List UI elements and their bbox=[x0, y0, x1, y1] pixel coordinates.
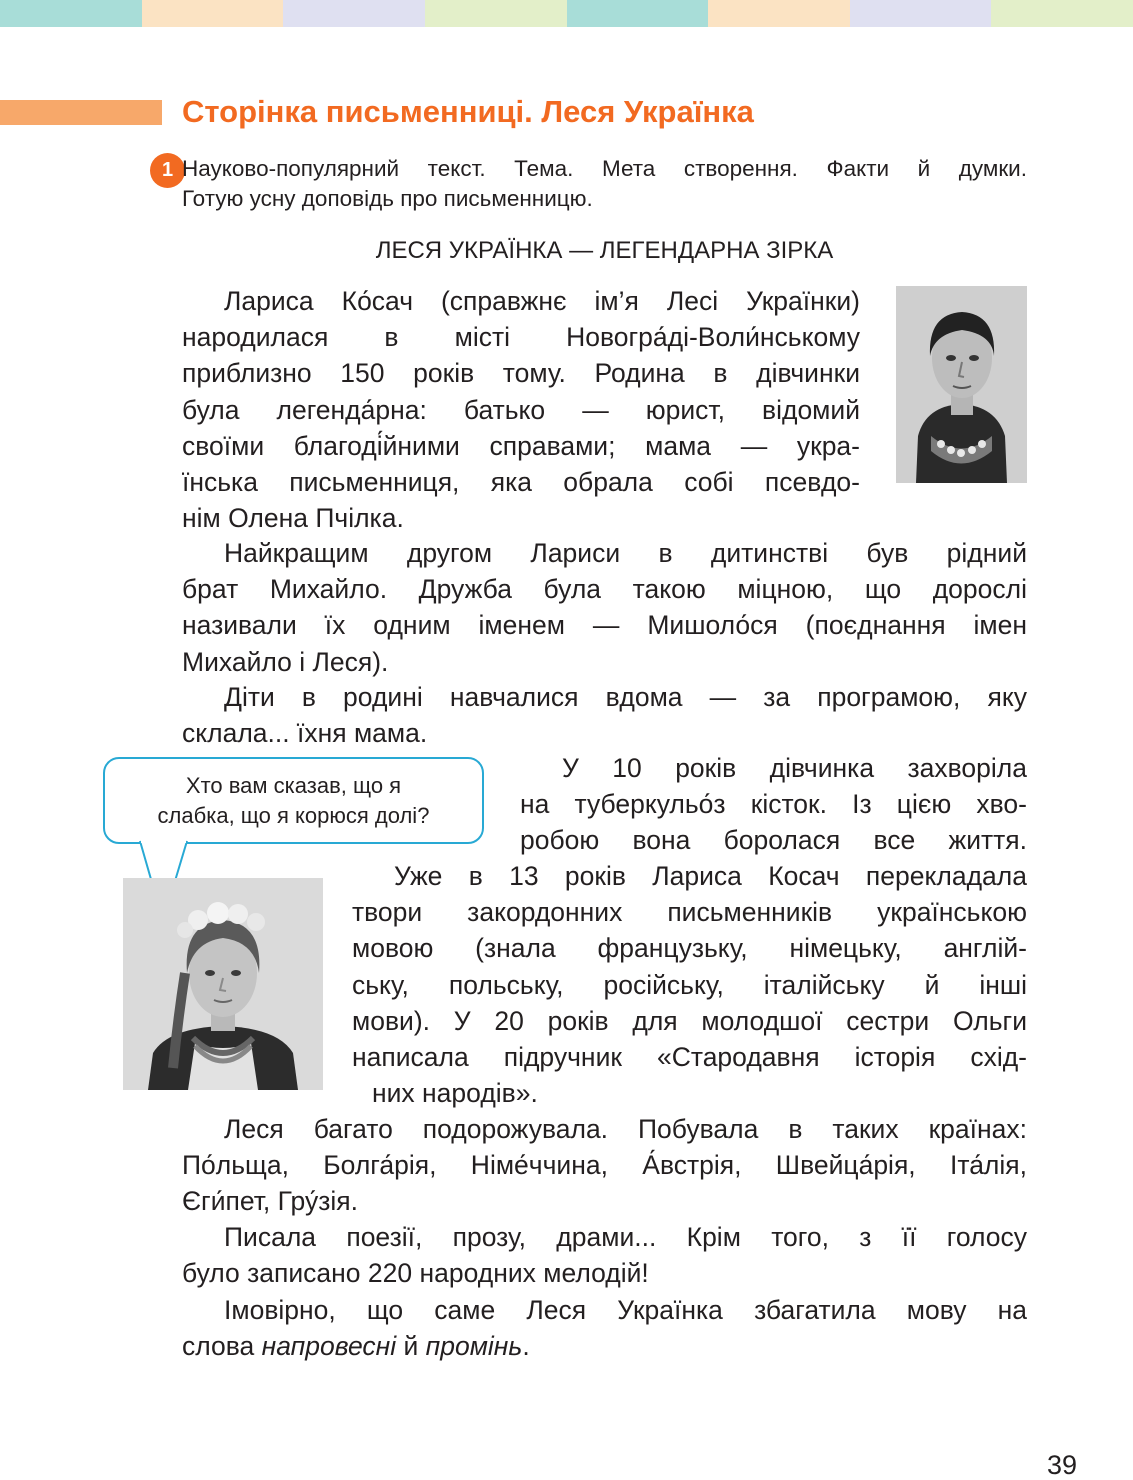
italic-word: напровесні bbox=[261, 1331, 397, 1362]
text-fragment: . bbox=[522, 1331, 530, 1362]
text-line: По́льща, Болга́рія, Німе́ччина, А́встрія, Швейца́рія, Іта́лія, bbox=[182, 1150, 1027, 1181]
paragraph-8 bbox=[182, 1292, 1027, 1364]
text-line: написала підручник «Стародавня історія схід- bbox=[352, 1042, 1027, 1073]
bubble-line: слабка, що я корюся долі? bbox=[157, 803, 430, 828]
stripe bbox=[283, 0, 425, 27]
paragraph-7 bbox=[182, 1219, 1027, 1291]
text-line: Лариса Ко́сач (справжнє ім’я Лесі Українки) bbox=[224, 286, 860, 316]
stripe bbox=[425, 0, 567, 27]
paragraph-5 bbox=[352, 858, 1027, 1111]
top-color-stripes bbox=[0, 0, 1133, 27]
paragraph-1 bbox=[182, 283, 860, 536]
text-line: Єги́пет, Гру́зія. bbox=[182, 1186, 358, 1217]
quote-speech-bubble bbox=[103, 757, 484, 844]
girl-photo bbox=[123, 878, 323, 1090]
bubble-line: Хто вам сказав, що я bbox=[185, 773, 402, 798]
page-title: Сторінка письменниці. Леся Українка bbox=[182, 94, 754, 129]
text-line: їнська письменниця, яка обрала собі псевдо- bbox=[182, 467, 860, 498]
text-line: ську, польську, російську, італійську й інші bbox=[352, 969, 1027, 1000]
italic-word: промінь bbox=[425, 1331, 523, 1362]
paragraph-2 bbox=[182, 535, 1027, 680]
text-line: Найкращим другом Лариси в дитинстві був рідний bbox=[224, 538, 1027, 568]
portrait-photo bbox=[896, 286, 1027, 483]
text-line: приблизно 150 років тому. Родина в дівчинки bbox=[182, 358, 860, 389]
text-line: Імовірно, що саме Леся Українка збагатила мову на bbox=[224, 1295, 1027, 1325]
text-line: Михайло і Леся). bbox=[182, 646, 389, 677]
text-fragment: слова bbox=[182, 1331, 262, 1362]
text-line: склала... їхня мама. bbox=[182, 718, 428, 749]
title-accent-bar bbox=[0, 100, 162, 125]
text-line: робою вона боролася все життя. bbox=[520, 825, 1027, 856]
text-fragment: й bbox=[396, 1331, 426, 1362]
text-line: Писала поезії, прозу, драми... Крім того, з її голосу bbox=[224, 1222, 1027, 1252]
text-line: Діти в родині навчалися вдома — за програмою, яку bbox=[224, 682, 1027, 712]
task-line: Готую усну доповідь про письменницю. bbox=[182, 186, 593, 211]
text-line: було записано 220 народних мелодій! bbox=[182, 1258, 649, 1289]
text-heading: ЛЕСЯ УКРАЇНКА — ЛЕГЕНДАРНА ЗІРКА bbox=[375, 237, 834, 264]
stripe bbox=[850, 0, 992, 27]
text-line: Уже в 13 років Лариса Косач перекладала bbox=[394, 861, 1027, 891]
paragraph-4 bbox=[520, 750, 1027, 859]
text-line: своїми благоді́йними справами; мама — укра- bbox=[182, 430, 860, 461]
text-line: них народів». bbox=[372, 1078, 538, 1109]
stripe bbox=[991, 0, 1133, 27]
text-line bbox=[182, 1328, 1027, 1364]
task-number-badge: 1 bbox=[150, 153, 185, 188]
text-line: називали їх одним іменем — Мишоло́ся (поєднання імен bbox=[182, 610, 1027, 641]
text-line: твори закордонних письменників українською bbox=[352, 897, 1027, 928]
task-instruction bbox=[182, 154, 1027, 214]
text-line: У 10 років дівчинка захворіла bbox=[562, 753, 1027, 783]
text-line: народилася в місті Новогра́ді-Воли́нському bbox=[182, 322, 860, 353]
text-line: на туберкульо́з кісток. Із цією хво- bbox=[520, 789, 1027, 820]
text-line: нім Олена Пчілка. bbox=[182, 503, 404, 534]
stripe bbox=[0, 0, 142, 27]
text-line: мови). У 20 років для молодшої сестри Ольги bbox=[352, 1005, 1027, 1036]
portrait-illustration bbox=[896, 286, 1027, 483]
stripe bbox=[142, 0, 284, 27]
bubble-quote bbox=[105, 771, 482, 831]
text-line: була легенда́рна: батько — юрист, відомий bbox=[182, 394, 860, 425]
task-line: Науково-популярний текст. Тема. Мета створення. Факти й думки. bbox=[182, 156, 1027, 181]
stripe bbox=[708, 0, 850, 27]
paragraph-3 bbox=[182, 679, 1027, 751]
page-number: 39 bbox=[1047, 1450, 1078, 1480]
text-line: Леся багато подорожувала. Побувала в таких країнах: bbox=[224, 1114, 1027, 1144]
stripe bbox=[567, 0, 709, 27]
text-line: мовою (знала французьку, німецьку, англій- bbox=[352, 933, 1027, 964]
paragraph-6 bbox=[182, 1111, 1027, 1220]
text-line: брат Михайло. Дружба була такою міцною, що дорослі bbox=[182, 574, 1027, 605]
girl-illustration bbox=[123, 878, 323, 1090]
